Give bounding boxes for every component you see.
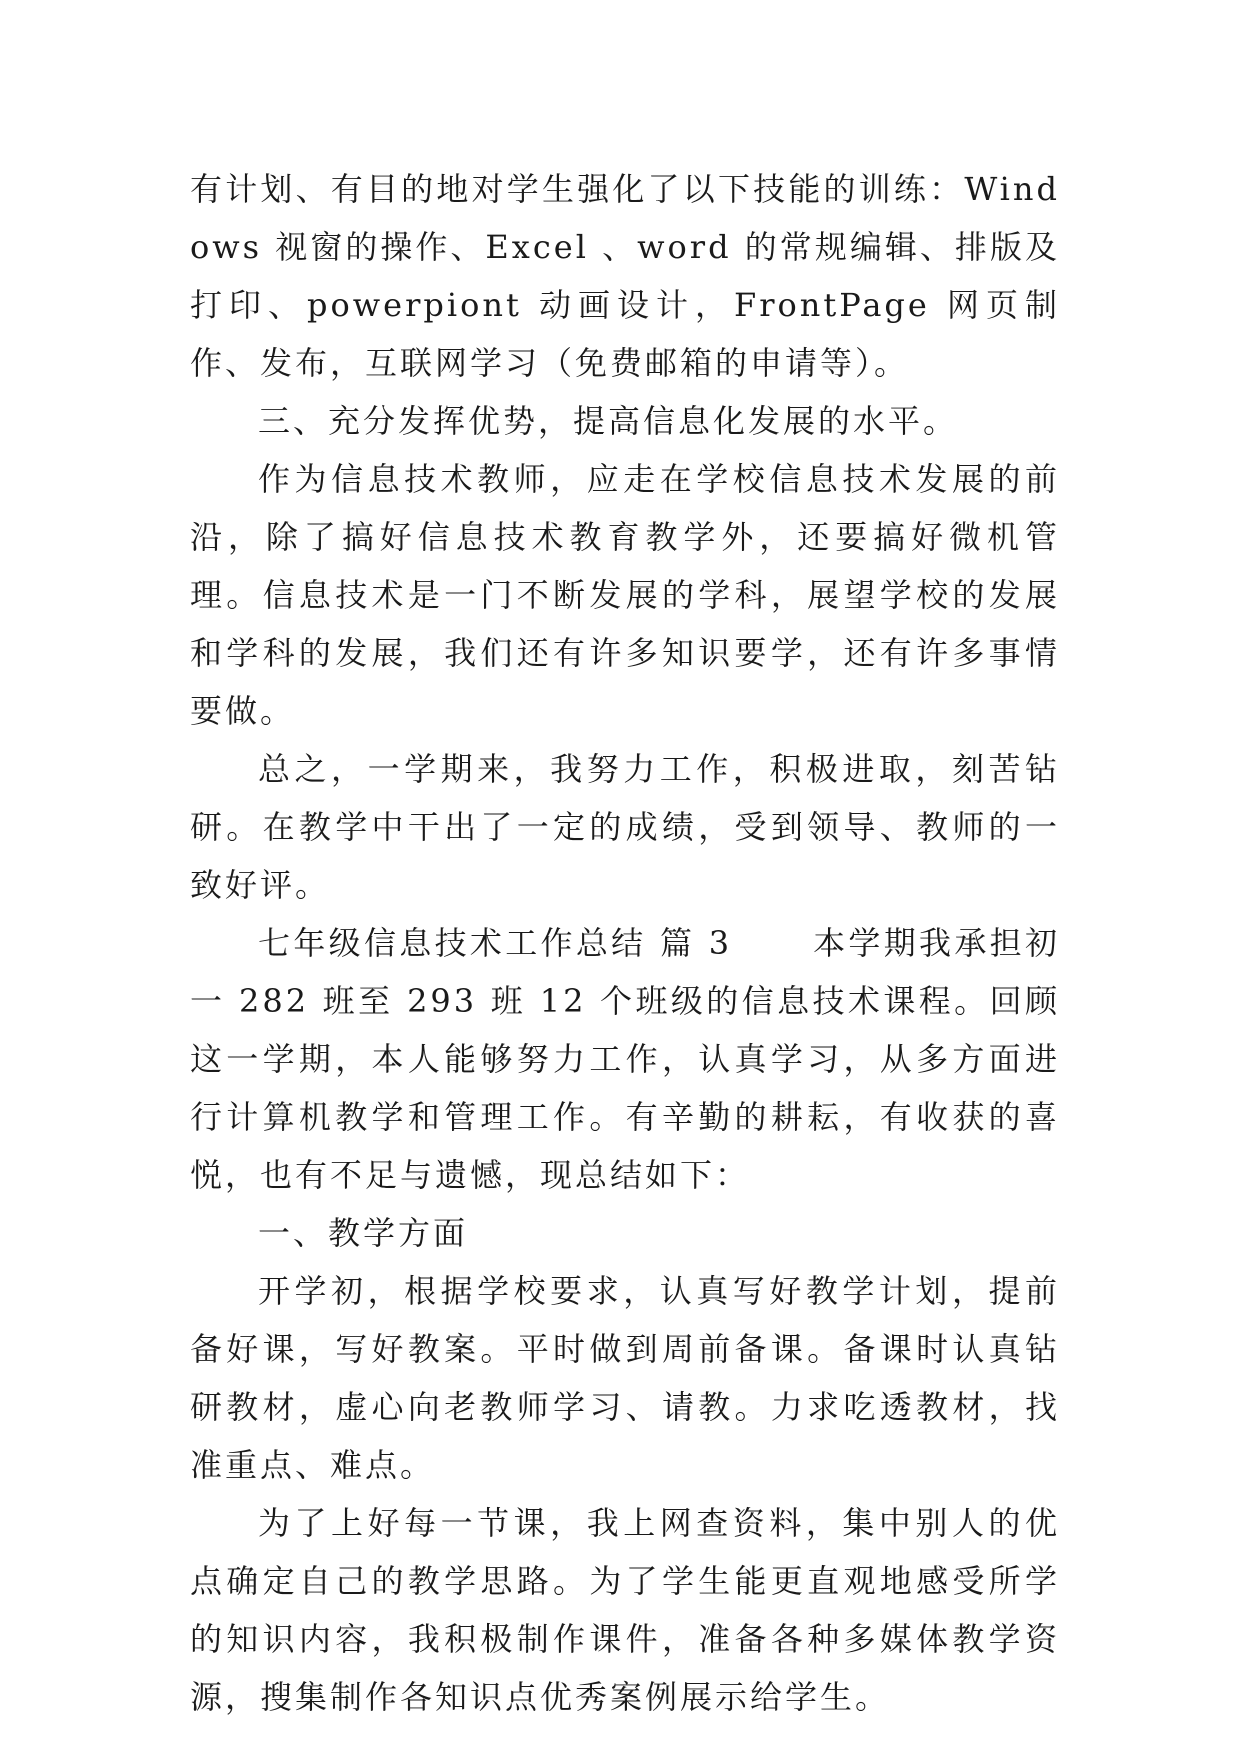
- paragraph-teaching-heading: 一、教学方面: [258, 1214, 469, 1252]
- document-body: [190, 160, 1060, 1726]
- paragraph-article-three: [190, 914, 1060, 1204]
- paragraph-conclusion: 总之，一学期来，我努力工作，积极进取，刻苦钻研。在教学中干出了一定的成绩，受到领导、教师的一致好评。: [190, 750, 1060, 904]
- paragraph-section-three-heading: 三、充分发挥优势，提高信息化发展的水平。: [258, 402, 959, 440]
- paragraph-skills-training: 有计划、有目的地对学生强化了以下技能的训练：Windows 视窗的操作、Excel 、word 的常规编辑、排版及打印、powerpiont 动画设计，FrontPage 网页制作、发布，互联网学习（免费邮箱的申请等）。: [190, 170, 1060, 382]
- paragraph-teacher-role: 作为信息技术教师，应走在学校信息技术发展的前沿，除了搞好信息技术教育教学外，还要搞好微机管理。信息技术是一门不断发展的学科，展望学校的发展和学科的发展，我们还有许多知识要学，还有许多事情要做。: [190, 460, 1060, 730]
- paragraph-lesson-planning: 开学初，根据学校要求，认真写好教学计划，提前备好课，写好教案。平时做到周前备课。备课时认真钻研教材，虚心向老教师学习、请教。力求吃透教材，找准重点、难点。: [190, 1272, 1060, 1484]
- paragraph-courseware: 为了上好每一节课，我上网查资料，集中别人的优点确定自己的教学思路。为了学生能更直观地感受所学的知识内容，我积极制作课件，准备各种多媒体教学资源，搜集制作各知识点优秀案例展示给学生。: [190, 1504, 1060, 1716]
- article-three-heading: 七年级信息技术工作总结 篇 3: [258, 924, 733, 962]
- article-three-intro: 本学期我承担初一 282 班至 293 班 12 个班级的信息技术课程。回顾这一学期，本人能够努力工作，认真学习，从多方面进行计算机教学和管理工作。有辛勤的耕耘，有收获的喜悦，也有不足与遗憾，现总结如下：: [190, 924, 1060, 1194]
